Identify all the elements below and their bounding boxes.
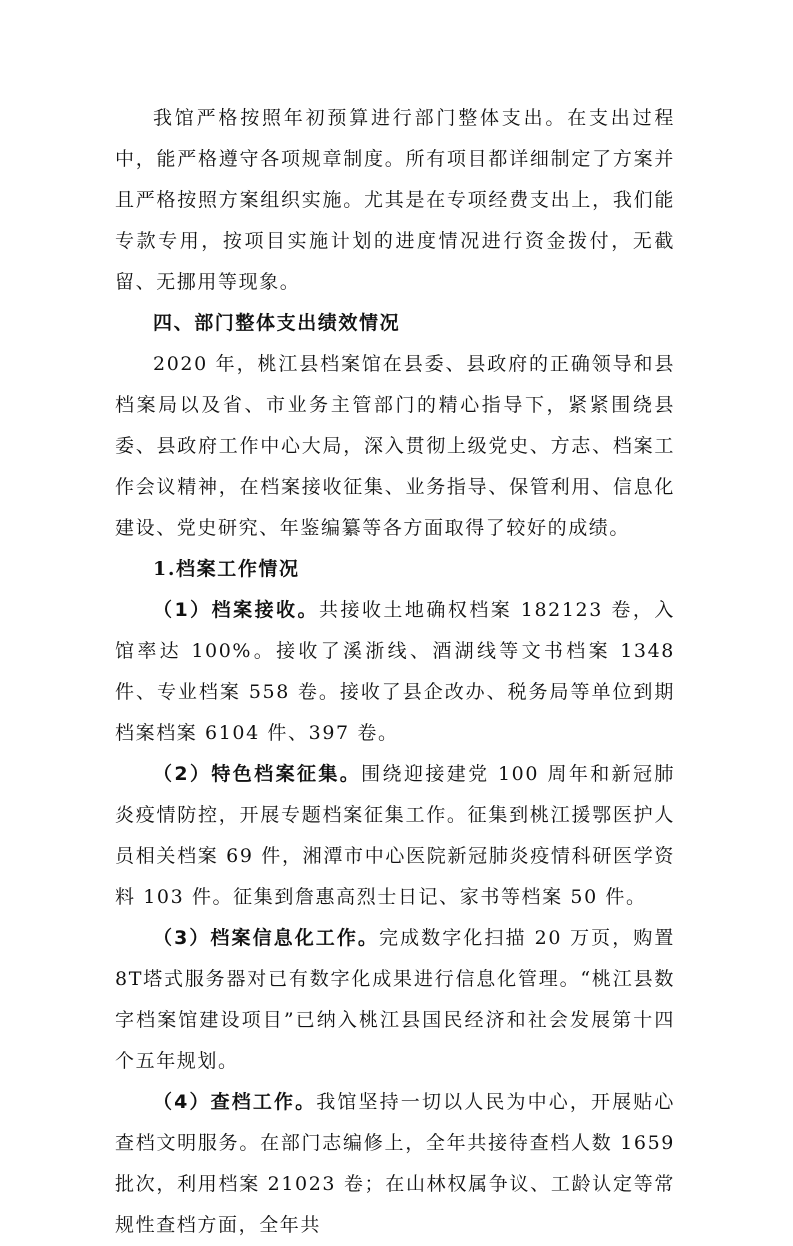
lead-archive-receiving: （1）档案接收。 xyxy=(153,599,320,621)
lead-informatization: （3）档案信息化工作。 xyxy=(153,927,380,949)
lead-archive-lookup: （4）查档工作。 xyxy=(153,1091,317,1113)
text-special-collection: 围绕迎接建党 100 周年和新冠肺炎疫情防控，开展专题档案征集工作。征集到桃江援鄂医护人员相关档案 69 件，湘潭市中心医院新冠肺炎疫情科研医学资料 103 件。征集到詹惠高烈士日记、家书等档案 50 件。 xyxy=(115,763,675,908)
document-body xyxy=(115,98,675,1246)
section-heading-performance: 四、部门整体支出绩效情况 xyxy=(153,312,401,334)
text-archive-lookup: 我馆坚持一切以人民为中心，开展贴心查档文明服务。在部门志编修上，全年共接待查档人数 1659 批次，利用档案 21023 卷；在山林权属争议、工龄认定等常规性查档方面，全年共 xyxy=(115,1091,675,1236)
paragraph-archive-receiving xyxy=(115,590,675,754)
lead-special-collection: （2）特色档案征集。 xyxy=(153,763,362,785)
text-archive-receiving: 共接收土地确权档案 182123 卷，入馆率达 100%。接收了溪浙线、酒湖线等文书档案 1348 件、专业档案 558 卷。接收了县企改办、税务局等单位到期档案档案 6104 件、397 卷。 xyxy=(115,599,675,744)
paragraph-informatization xyxy=(115,918,675,1082)
paragraph-archive-lookup xyxy=(115,1082,675,1246)
text-informatization: 完成数字化扫描 20 万页，购置 8T塔式服务器对已有数字化成果进行信息化管理。“桃江县数字档案馆建设项目”已纳入桃江县国民经济和社会发展第十四个五年规划。 xyxy=(115,927,675,1072)
subheading-archive-work: 1.档案工作情况 xyxy=(153,558,300,580)
paragraph-budget-execution: 我馆严格按照年初预算进行部门整体支出。在支出过程中，能严格遵守各项规章制度。所有项目都详细制定了方案并且严格按照方案组织实施。尤其是在专项经费支出上，我们能专款专用，按项目实施计划的进度情况进行资金拨付，无截留、无挪用等现象。 xyxy=(115,107,675,293)
paragraph-overview-2020: 2020 年，桃江县档案馆在县委、县政府的正确领导和县档案局以及省、市业务主管部门的精心指导下，紧紧围绕县委、县政府工作中心大局，深入贯彻上级党史、方志、档案工作会议精神，在档案接收征集、业务指导、保管利用、信息化建设、党史研究、年鉴编纂等各方面取得了较好的成绩。 xyxy=(115,353,675,539)
paragraph-special-collection xyxy=(115,754,675,918)
